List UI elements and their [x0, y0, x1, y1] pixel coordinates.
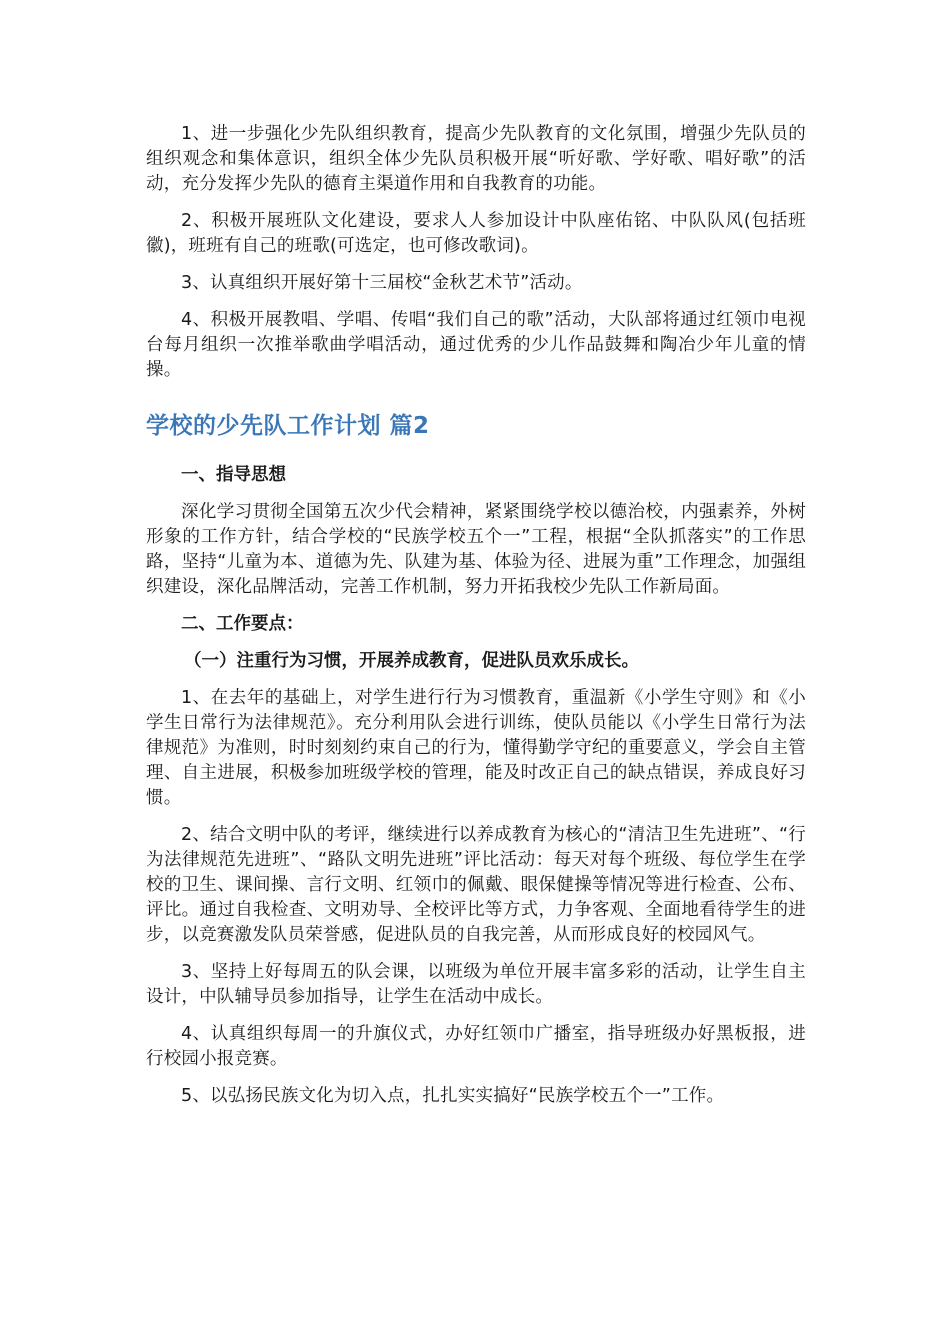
section-title: 学校的少先队工作计划 篇2 [146, 413, 430, 439]
intro-paragraph-3: 3、认真组织开展好第十三届校“金秋艺术节”活动。 [181, 273, 583, 293]
key-point-item-5: 5、以弘扬民族文化为切入点，扎扎实实搞好“民族学校五个一”工作。 [181, 1086, 725, 1106]
intro-paragraph-2: 2、积极开展班队文化建设，要求人人参加设计中队座佑铭、中队队风(包括班徽)，班班有自己的班歌(可选定，也可修改歌词)。 [146, 211, 806, 256]
key-point-item-4: 4、认真组织每周一的升旗仪式，办好红领巾广播室，指导班级办好黑板报，进行校园小报竞赛。 [146, 1024, 806, 1069]
key-point-item-3: 3、坚持上好每周五的队会课，以班级为单位开展丰富多彩的活动，让学生自主设计，中队辅导员参加指导，让学生在活动中成长。 [146, 962, 806, 1007]
guiding-heading: 一、指导思想 [181, 465, 286, 485]
key-points-subheading: （一）注重行为习惯，开展养成教育，促进队员欢乐成长。 [184, 651, 639, 671]
document-page [146, 122, 806, 1121]
key-points-heading: 二、工作要点： [181, 614, 304, 634]
intro-paragraph-1: 1、进一步强化少先队组织教育，提高少先队教育的文化氛围，增强少先队员的组织观念和集体意识，组织全体少先队员积极开展“听好歌、学好歌、唱好歌”的活动，充分发挥少先队的德育主渠道作用和自我教育的功能。 [146, 124, 806, 194]
key-point-item-2: 2、结合文明中队的考评，继续进行以养成教育为核心的“清洁卫生先进班”、“行为法律规范先进班”、“路队文明先进班”评比活动：每天对每个班级、每位学生在学校的卫生、课间操、言行文明、红领巾的佩戴、眼保健操等情况等进行检查、公布、评比。通过自我检查、文明劝导、全校评比等方式，力争客观、全面地看待学生的进步，以竞赛激发队员荣誉感，促进队员的自我完善，从而形成良好的校园风气。 [146, 825, 806, 945]
intro-paragraph-4: 4、积极开展教唱、学唱、传唱“我们自己的歌”活动，大队部将通过红领巾电视台每月组织一次推举歌曲学唱活动，通过优秀的少儿作品鼓舞和陶冶少年儿童的情操。 [146, 310, 806, 380]
guiding-paragraph: 深化学习贯彻全国第五次少代会精神，紧紧围绕学校以德治校，内强素养，外树形象的工作方针，结合学校的“民族学校五个一”工程，根据“全队抓落实”的工作思路，坚持“儿童为本、道德为先、队建为基、体验为径、进展为重”工作理念，加强组织建设，深化品牌活动，完善工作机制，努力开拓我校少先队工作新局面。 [146, 502, 806, 597]
key-point-item-1: 1、在去年的基础上，对学生进行行为习惯教育，重温新《小学生守则》和《小学生日常行为法律规范》。充分利用队会进行训练，使队员能以《小学生日常行为法律规范》为准则，时时刻刻约束自己的行为，懂得勤学守纪的重要意义，学会自主管理、自主进展，积极参加班级学校的管理，能及时改正自己的缺点错误，养成良好习惯。 [146, 688, 806, 808]
